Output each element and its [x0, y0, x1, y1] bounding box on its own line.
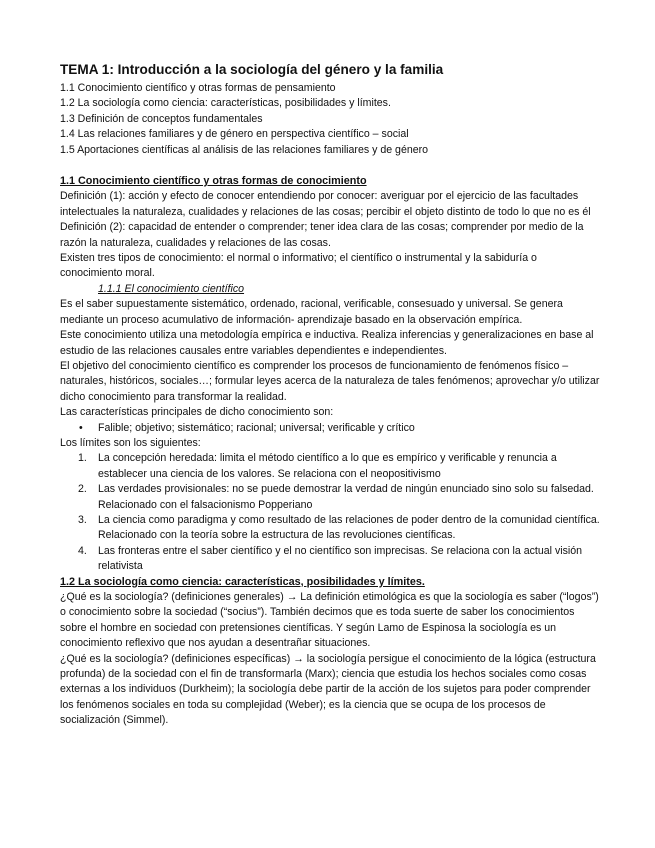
list-item: • Falible; objetivo; sistemático; racional; universal; verificable y crítico [60, 421, 600, 436]
list-item [60, 513, 600, 544]
section-heading-1-1: 1.1 Conocimiento científico y otras formas de conocimiento [60, 175, 367, 188]
toc-item: 1.1 Conocimiento científico y otras formas de pensamiento [60, 82, 336, 94]
list-item [60, 482, 600, 513]
definition-1: Definición (1): acción y efecto de conocer entendiendo por conocer: averiguar por el ejercicio de las facultades intelectuales la naturaleza, cualidades y relaciones de las cosas; percibir el objeto distinto de todo lo que no es él [60, 190, 591, 218]
paragraph: ¿Qué es la sociología? (definiciones específicas) → la sociología persigue el conocimiento de la lógica (estructura profunda) de la sociedad con el fin de transformarla (Marx); ciencia que estudia los hechos sociales como cosas externas a los individuos (Durkheim); la sociología debe partir de la acción de los sujetos para poder comprender los fenómenos sociales en toda su complejidad (Weber); es la ciencia que se ocupa de los procesos de socialización (Simmel). [60, 652, 596, 727]
section-heading-1-2: 1.2 La sociología como ciencia: características, posibilidades y límites. [60, 575, 425, 588]
paragraph: Es el saber supuestamente sistemático, ordenado, racional, verificable, consesuado y universal. Se genera mediante un proceso acumulativo de información- aprendizaje basado en la observación empírica. [60, 298, 563, 326]
toc-item: 1.5 Aportaciones científicas al análisis de las relaciones familiares y de género [60, 143, 429, 156]
list-text: La concepción heredada: limita el método científico a lo que es empírico y verificable y renuncia a establecer una ciencia de los valores. Se relaciona con el neopositivismo [98, 452, 557, 480]
table-of-contents [60, 81, 600, 158]
list-text: Las verdades provisionales: no se puede demostrar la verdad de ningún enunciado sino solo su falsedad. Relacionado con el falsacionismo Popperiano [98, 483, 594, 511]
toc-item: 1.3 Definición de conceptos fundamentales [60, 112, 263, 125]
document-title: TEMA 1: Introducción a la sociología del género y la familia [60, 62, 444, 77]
list-number: 4. [78, 544, 87, 557]
characteristics-intro: Las características principales de dicho conocimiento son: [60, 406, 334, 419]
paragraph: El objetivo del conocimiento científico es comprender los procesos de funcionamiento de fenómenos físico – naturales, históricos, sociales…; formular leyes acerca de la naturaleza de tales fenómenos; aprovechar y/o utilizar dicho conocimiento para transformar la realidad. [60, 359, 600, 403]
toc-item: 1.2 La sociología como ciencia: características, posibilidades y límites. [60, 97, 391, 110]
limits-list [60, 451, 600, 574]
toc-item: 1.4 Las relaciones familiares y de género en perspectiva científico – social [60, 128, 409, 141]
subsection-heading-1-1-1: 1.1.1 El conocimiento científico [98, 282, 245, 295]
paragraph: ¿Qué es la sociología? (definiciones generales) → La definición etimológica es que la sociología es saber (“logos”) o conocimiento sobre la sociedad (“socius”). También decimos que es toda suerte de saber los conocimientos sobre el hombre en sociedad con pretensiones científicas. Y según Lamo de Espinosa la sociología es un conocimiento reflexivo que nos ayudan a desentrañar situaciones. [60, 591, 599, 650]
list-item [60, 451, 600, 482]
characteristics-list [60, 421, 600, 436]
limits-intro: Los límites son los siguientes: [60, 436, 201, 449]
definition-2: Definición (2): capacidad de entender o comprender; tener idea clara de las cosas; comprender por medio de la razón la naturaleza, cualidades y relaciones de las cosas. [60, 221, 584, 249]
list-number: 2. [78, 483, 87, 496]
knowledge-types: Existen tres tipos de conocimiento: el normal o informativo; el científico o instrumental y la sabiduría o conocimiento moral. [60, 252, 537, 280]
list-item [60, 544, 600, 575]
list-number: 3. [78, 513, 87, 526]
list-number: 1. [78, 452, 87, 465]
spacer [60, 158, 600, 174]
list-text: Las fronteras entre el saber científico y el no científico son imprecisas. Se relaciona con la actual visión relativista [98, 544, 583, 573]
list-text: La ciencia como paradigma y como resultado de las relaciones de poder dentro de la comunidad científica. Relacionado con la teoría sobre la estructura de las revoluciones científicas. [98, 513, 600, 542]
paragraph: Este conocimiento utiliza una metodología empírica e inductiva. Realiza inferencias y generalizaciones en base al estudio de las relaciones causales entre variables dependientes e independientes. [60, 329, 594, 357]
document-page [60, 60, 600, 729]
